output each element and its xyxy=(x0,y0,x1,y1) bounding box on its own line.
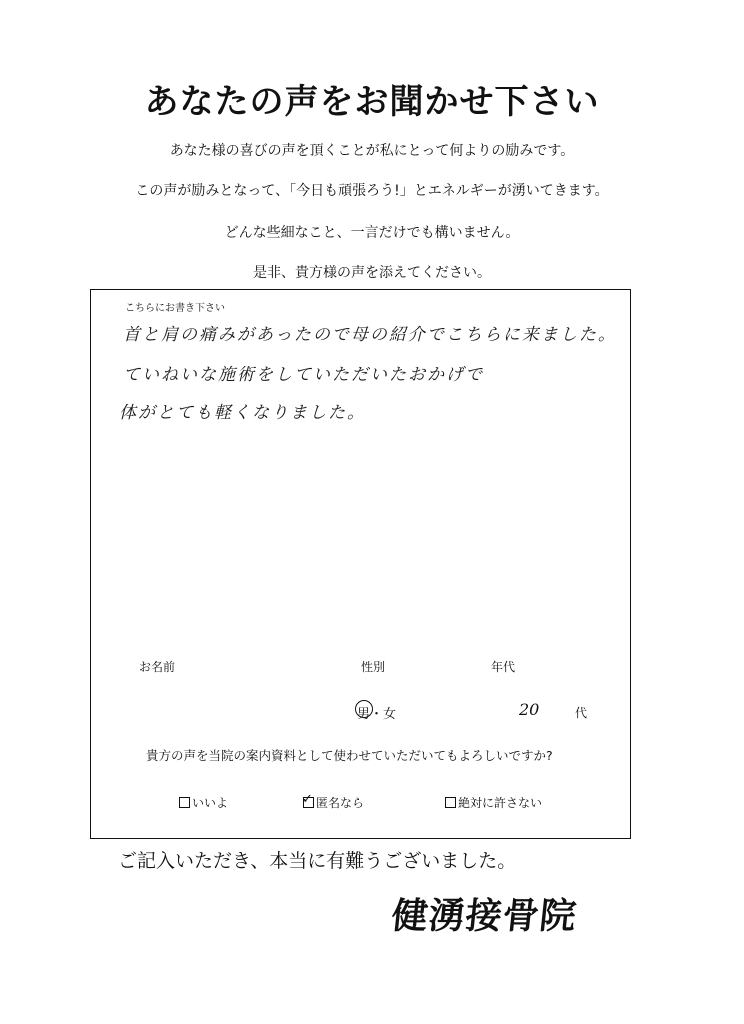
gender-label: 性別 xyxy=(361,660,386,674)
response-form xyxy=(90,289,631,839)
intro-line-3: どんな些細なこと、一言だけでも構いません。 xyxy=(224,225,520,241)
option-never[interactable] xyxy=(445,794,542,811)
form-label: こちらにお書き下さい xyxy=(125,303,225,314)
name-label: お名前 xyxy=(139,660,176,674)
option-label: いいよ xyxy=(192,796,229,810)
intro-line-2: この声が励みとなって、「今日も頑張ろう!」とエネルギーが湧いてきます。 xyxy=(135,183,609,199)
consent-question: 貴方の声を当院の案内資料として使わせていただいてもよろしいですか? xyxy=(146,748,553,763)
gender-value: 男・女 xyxy=(357,707,397,722)
handwritten-line-2: ていねいな施術をしていただいたおかげで xyxy=(123,365,484,385)
intro-line-1: あなた様の喜びの声を頂くことが私にとって何よりの励みです。 xyxy=(169,143,575,159)
option-label: 匿名なら xyxy=(316,796,365,810)
checkbox[interactable] xyxy=(445,797,456,808)
page-title: あなたの声をお聞かせ下さい xyxy=(144,82,600,122)
option-ok[interactable] xyxy=(179,794,228,811)
clinic-name: 健湧接骨院 xyxy=(389,895,579,937)
age-unit: 代 xyxy=(575,706,588,720)
handwritten-line-1: 首と肩の痛みがあったので母の紹介でこちらに来ました。 xyxy=(123,325,617,345)
intro-line-4: 是非、貴方様の声を添えてください。 xyxy=(253,265,491,281)
checkmark-icon: ✓ xyxy=(302,792,313,807)
handwritten-line-3: 体がとても軽くなりました。 xyxy=(119,403,366,423)
age-value: 20 xyxy=(519,700,540,719)
age-label: 年代 xyxy=(491,660,516,674)
checkbox[interactable] xyxy=(179,797,190,808)
option-anonymous[interactable] xyxy=(303,794,364,811)
thanks-message: ご記入いただき、本当に有難うございました。 xyxy=(118,850,517,872)
option-label: 絶対に許さない xyxy=(458,796,543,810)
checkbox-checked[interactable] xyxy=(302,792,314,808)
